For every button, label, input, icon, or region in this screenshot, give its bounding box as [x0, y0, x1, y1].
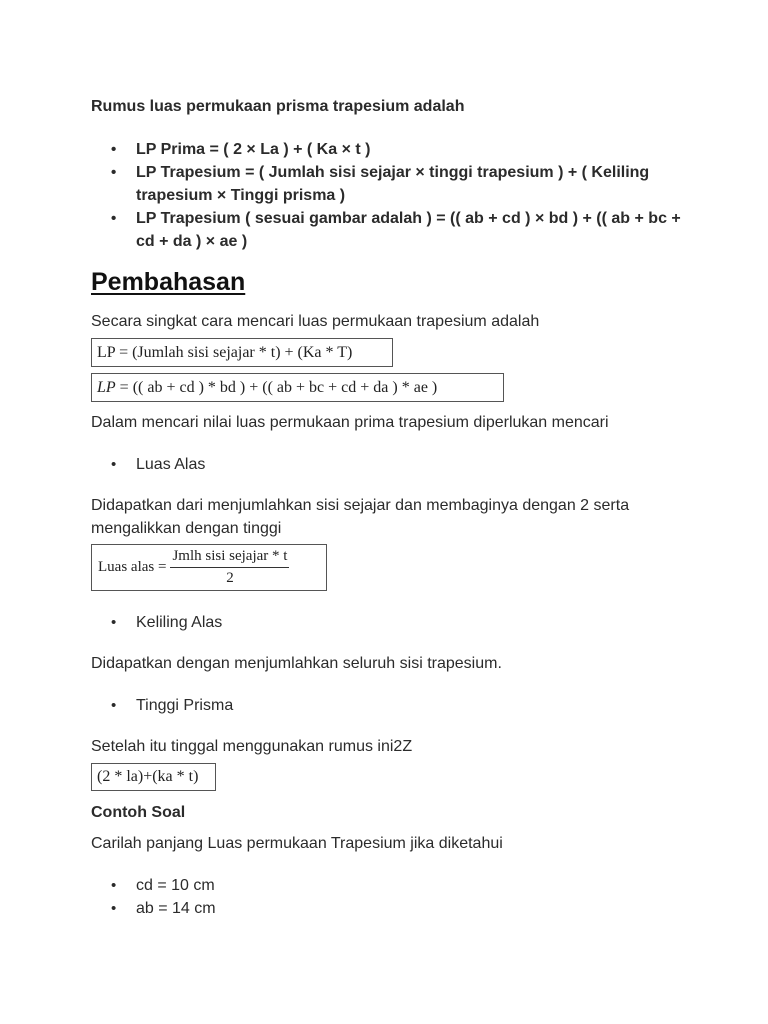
list-item: [91, 207, 681, 253]
needs-list-1: [91, 453, 205, 476]
formula-lp-trapesium-gambar: LP Trapesium ( sesuai gambar adalah ) = (( ab + cd ) × bd ) + (( ab + bc + cd + da ) × ae ): [136, 210, 681, 250]
list-item: [91, 611, 222, 634]
formula-box-lp: LP = (Jumlah sisi sejajar * t) + (Ka * T): [91, 338, 393, 367]
needs-list-3: [91, 694, 233, 717]
pembahasan-heading: Pembahasan: [91, 268, 246, 296]
list-item: [91, 161, 681, 207]
luas-alas-lhs: Luas alas =: [98, 559, 167, 575]
intro-formula-list: [91, 138, 681, 253]
formula-box-final: (2 * la)+(ka * t): [91, 763, 216, 791]
formula-rhs: = (( ab + cd ) * bd ) + (( ab + bc + cd + da ) * ae ): [115, 379, 438, 396]
list-item: [91, 453, 205, 476]
intro-title: Rumus luas permukaan prisma trapesium adalah: [91, 98, 465, 115]
formula-box-luas-alas: [91, 544, 327, 591]
needs-list-2: [91, 611, 222, 634]
list-item: [91, 694, 233, 717]
formula-lp-trapesium: LP Trapesium = ( Jumlah sisi sejajar × tinggi trapesium ) + ( Keliling trapesium × Tinggi prisma ): [136, 164, 650, 204]
givens-list: [91, 874, 216, 920]
fraction-numerator: Jmlh sisi sejajar * t: [170, 548, 289, 568]
list-item: [91, 138, 681, 161]
item-tinggi-prisma: Tinggi Prisma: [136, 697, 234, 714]
contoh-soal-question: Carilah panjang Luas permukaan Trapesium jika diketahui: [91, 835, 503, 852]
keliling-alas-description: Didapatkan dengan menjumlahkan seluruh sisi trapesium.: [91, 655, 502, 672]
formula-lhs: LP: [97, 379, 116, 396]
formula-lp-prisma: LP Prima = ( 2 × La ) + ( Ka × t ): [136, 141, 371, 158]
given-cd: cd = 10 cm: [136, 877, 215, 894]
item-keliling-alas: Keliling Alas: [136, 614, 223, 631]
luas-alas-fraction: [170, 548, 289, 587]
list-item: [91, 897, 216, 920]
list-item: [91, 874, 216, 897]
contoh-soal-heading: Contoh Soal: [91, 804, 186, 821]
final-text: Setelah itu tinggal menggunakan rumus ini2Z: [91, 738, 413, 755]
needs-text: Dalam mencari nilai luas permukaan prima trapesium diperlukan mencari: [91, 414, 609, 431]
given-ab: ab = 14 cm: [136, 900, 216, 917]
fraction-denominator: 2: [226, 570, 234, 586]
luas-alas-description: Didapatkan dari menjumlahkan sisi sejajar dan membaginya dengan 2 serta mengalikkan dengan tinggi: [91, 497, 630, 537]
formula-box-lp-gambar: [91, 373, 504, 402]
pembahasan-intro-text: Secara singkat cara mencari luas permukaan trapesium adalah: [91, 313, 540, 330]
item-luas-alas: Luas Alas: [136, 456, 206, 473]
